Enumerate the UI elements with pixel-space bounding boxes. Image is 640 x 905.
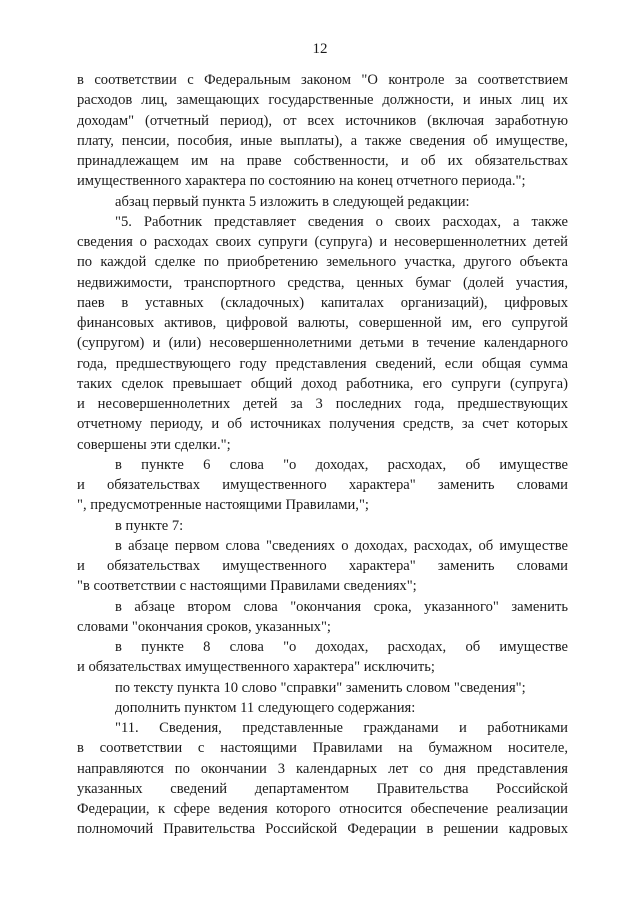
text-line: отчетному периоду, и об источниках получения средств, за счет которых <box>77 416 568 433</box>
text-line: дополнить пунктом 11 следующего содержания: <box>115 699 416 716</box>
text-line: совершены эти сделки."; <box>77 436 231 453</box>
text-line: полномочий Правительства Российской Федерации в решении кадровых <box>77 821 568 838</box>
text-line: по тексту пункта 10 слово "справки" заменить словом "сведения"; <box>115 679 526 696</box>
text-line: сведения о расходах своих супруги (супруга) и несовершеннолетних детей <box>77 234 568 250</box>
text-line: года, предшествующего году представления сведений, если общая сумма <box>77 355 568 372</box>
text-line: в соответствии с Федеральным законом "О контроле за соответствием <box>77 72 568 88</box>
text-line: недвижимости, транспортного средства, ценных бумаг (долей участия, <box>77 274 568 291</box>
page-body <box>77 70 568 840</box>
text-line: плату, пенсии, пособия, иные выплаты), а также сведения об имуществе, <box>77 132 568 149</box>
text-line: и обязательствах имущественного характера" исключить; <box>77 659 435 676</box>
text-line: таких сделок превышает общий доход работника, его супруги (супруга) <box>77 375 568 392</box>
text-line: паев в уставных (складочных) капиталах организаций), цифровых <box>77 294 568 311</box>
text-line: имущественного характера по состоянию на конец отчетного периода."; <box>77 173 526 190</box>
text-line: доходам" (отчетный период), от всех источников (включая заработную <box>77 112 568 129</box>
text-line: в абзаце первом слова "сведениях о доходах, расходах, об имуществе <box>115 537 568 554</box>
text-line: в пункте 6 слова "о доходах, расходах, об имуществе <box>115 456 568 473</box>
page-number: 12 <box>312 41 328 57</box>
text-line: "11. Сведения, представленные гражданами и работниками <box>115 720 568 736</box>
text-line: (супругом) и (или) несовершеннолетними детьми в течение календарного <box>77 335 568 352</box>
text-line: принадлежащем им на праве собственности, и об их обязательствах <box>77 153 568 169</box>
text-line: в пункте 8 слова "о доходах, расходах, об имуществе <box>115 639 568 655</box>
text-line: "5. Работник представляет сведения о своих расходах, а также <box>115 213 568 230</box>
text-line: в соответствии с настоящими Правилами на бумажном носителе, <box>77 740 568 757</box>
text-line: ", предусмотренные настоящими Правилами,"; <box>77 497 369 514</box>
text-line: Федерации, к сфере ведения которого относится обеспечение реализации <box>77 801 568 817</box>
text-line: расходов лиц, замещающих государственные должности, и иных лиц их <box>77 92 568 109</box>
text-line: в пункте 7: <box>115 517 184 534</box>
text-line: финансовых активов, цифровой валюты, совершенной им, его супругой <box>77 315 568 331</box>
text-line: словами "окончания сроков, указанных"; <box>77 618 331 635</box>
text-line: абзац первый пункта 5 изложить в следующей редакции: <box>115 193 470 210</box>
text-line: в абзаце втором слова "окончания срока, указанного" заменить <box>115 598 568 615</box>
text-line: по каждой сделке по приобретению земельного участка, другого объекта <box>77 254 568 271</box>
text-line: указанных сведений департаментом Правительства Российской <box>77 780 568 797</box>
text-line: "в соответствии с настоящими Правилами сведениях"; <box>77 578 417 595</box>
text-line: и обязательствах имущественного характера" заменить словами <box>77 558 568 574</box>
text-line: и обязательствах имущественного характера" заменить словами <box>77 477 568 493</box>
text-line: и несовершеннолетних детей за 3 последних года, предшествующих <box>77 396 568 412</box>
text-line: направляются по окончании 3 календарных лет со дня представления <box>77 760 568 777</box>
